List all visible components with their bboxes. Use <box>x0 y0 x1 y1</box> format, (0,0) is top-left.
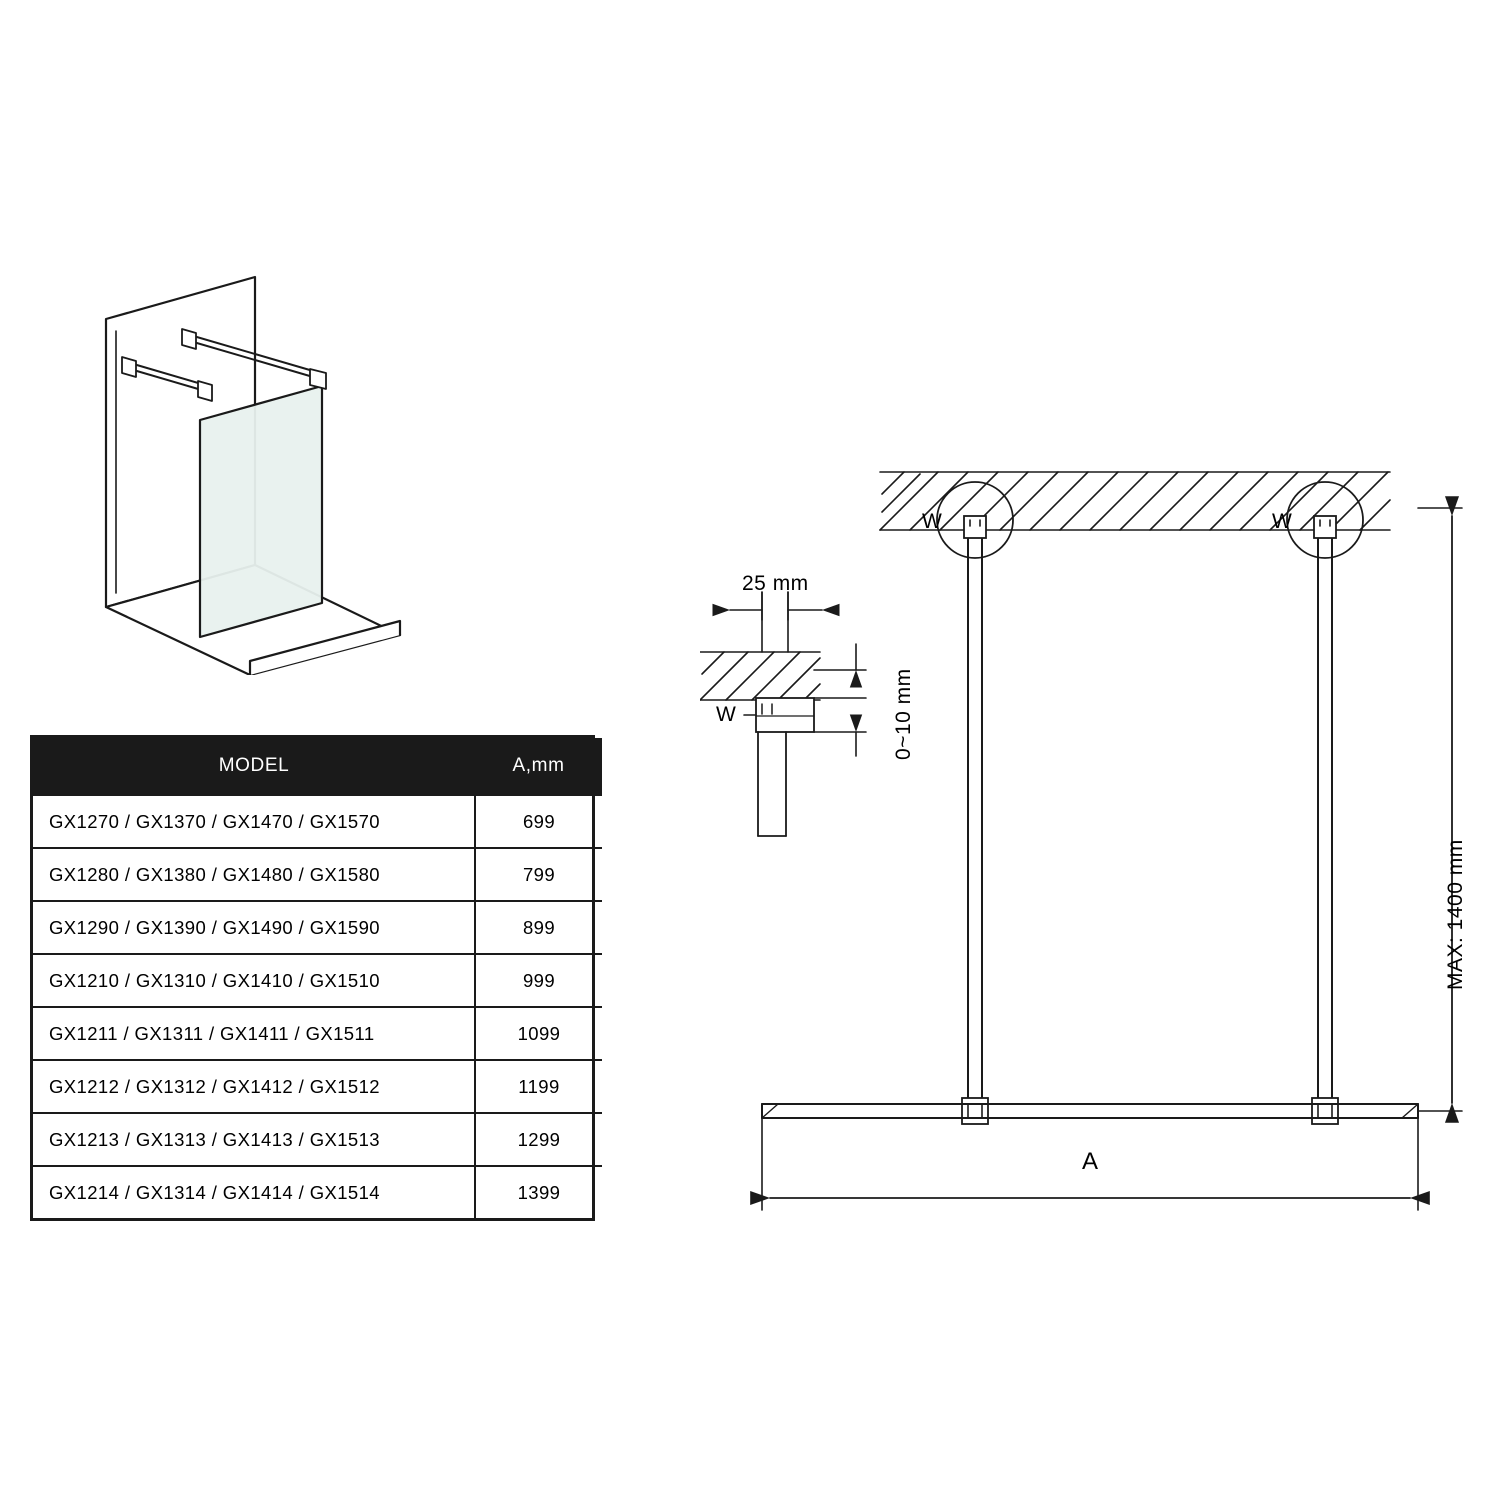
table-row <box>33 1007 602 1060</box>
model-spec-table <box>30 735 595 1221</box>
label-bracket-right-w: W <box>1272 510 1293 533</box>
support-bar-left <box>962 516 988 1124</box>
table-row <box>33 1166 602 1218</box>
cell-a: 899 <box>475 901 602 954</box>
label-detail-w: W <box>716 703 737 726</box>
cell-model: GX1213 / GX1313 / GX1413 / GX1513 <box>33 1113 475 1166</box>
table-row <box>33 795 602 848</box>
cell-model: GX1212 / GX1312 / GX1412 / GX1512 <box>33 1060 475 1113</box>
cell-a: 1099 <box>475 1007 602 1060</box>
cell-a: 1199 <box>475 1060 602 1113</box>
isometric-product-view <box>70 255 460 675</box>
support-bar-right <box>1312 516 1338 1124</box>
table-header-a: A,mm <box>475 738 602 795</box>
cell-model: GX1210 / GX1310 / GX1410 / GX1510 <box>33 954 475 1007</box>
height-dimension <box>1418 508 1462 1111</box>
table-row <box>33 901 602 954</box>
cell-model: GX1280 / GX1380 / GX1480 / GX1580 <box>33 848 475 901</box>
table-row <box>33 1060 602 1113</box>
label-bracket-left-w: W <box>922 510 943 533</box>
cell-a: 1399 <box>475 1166 602 1218</box>
table-row <box>33 1113 602 1166</box>
label-gap-0-10mm: 0~10 mm <box>892 668 915 760</box>
cell-a: 699 <box>475 795 602 848</box>
table-row <box>33 848 602 901</box>
cell-model: GX1290 / GX1390 / GX1490 / GX1590 <box>33 901 475 954</box>
table-row <box>33 954 602 1007</box>
cell-model: GX1270 / GX1370 / GX1470 / GX1570 <box>33 795 475 848</box>
cell-model: GX1211 / GX1311 / GX1411 / GX1511 <box>33 1007 475 1060</box>
table-header-model: MODEL <box>33 738 475 795</box>
cell-a: 999 <box>475 954 602 1007</box>
cell-model: GX1214 / GX1314 / GX1414 / GX1514 <box>33 1166 475 1218</box>
cell-a: 1299 <box>475 1113 602 1166</box>
label-max-height: MAX: 1400 mm <box>1444 839 1467 990</box>
table-header-row <box>33 738 602 795</box>
iso-glass-panel <box>200 386 322 637</box>
technical-drawing <box>700 420 1480 1250</box>
label-thickness-25mm: 25 mm <box>742 572 809 595</box>
cell-a: 799 <box>475 848 602 901</box>
label-width-a: A <box>1082 1148 1099 1175</box>
